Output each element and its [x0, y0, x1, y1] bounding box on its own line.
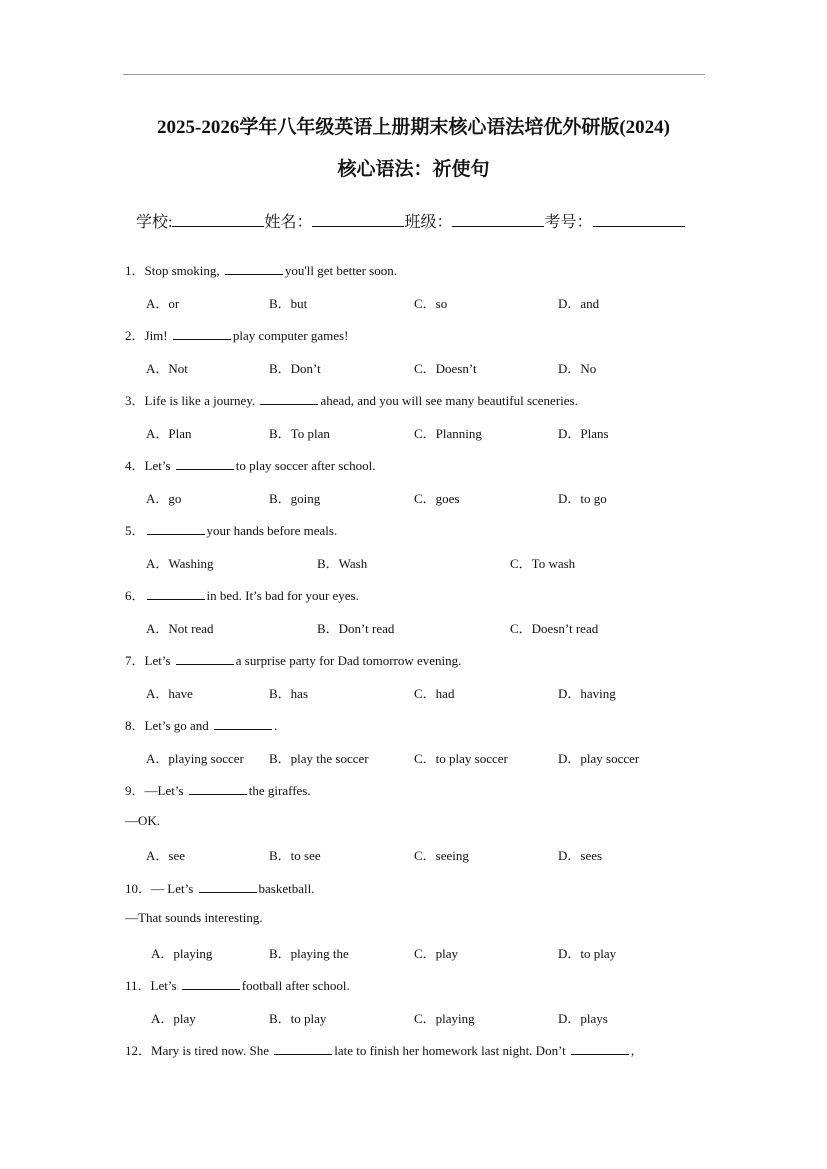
- option-d[interactable]: D．to go: [558, 491, 607, 506]
- exam-number-field[interactable]: [593, 212, 685, 227]
- header-rule: [123, 74, 705, 75]
- answer-blank[interactable]: [189, 783, 247, 795]
- exam-number-label: 考号：: [544, 214, 593, 231]
- option-a[interactable]: A．Not read: [146, 621, 214, 636]
- question-6: 6． in bed. It’s bad for your eyes.: [125, 588, 359, 603]
- question-1: 1．Stop smoking, you'll get better soon.: [125, 263, 397, 278]
- option-d[interactable]: D．No: [558, 361, 597, 376]
- answer-blank[interactable]: [173, 328, 231, 340]
- option-b[interactable]: B．play the soccer: [269, 751, 369, 766]
- option-a[interactable]: A．Not: [146, 361, 188, 376]
- answer-blank[interactable]: [176, 653, 234, 665]
- option-a[interactable]: A．see: [146, 848, 185, 863]
- option-c[interactable]: C．Doesn’t: [414, 361, 477, 376]
- option-b[interactable]: B．going: [269, 491, 321, 506]
- question-8: 8．Let’s go and .: [125, 718, 278, 733]
- question-5: 5． your hands before meals.: [125, 523, 338, 538]
- option-b[interactable]: B．to see: [269, 848, 321, 863]
- option-b[interactable]: B．has: [269, 686, 309, 701]
- option-d[interactable]: D．Plans: [558, 426, 609, 441]
- question-3: 3．Life is like a journey. ahead, and you will see many beautiful sceneries.: [125, 393, 578, 408]
- student-info-line: [136, 209, 685, 232]
- option-a[interactable]: A．playing soccer: [146, 751, 244, 766]
- question-4: 4．Let’s to play soccer after school.: [125, 458, 376, 473]
- option-a[interactable]: A．play: [151, 1011, 196, 1026]
- name-field[interactable]: [312, 212, 404, 227]
- option-c[interactable]: C．To wash: [510, 556, 576, 571]
- option-b[interactable]: B．playing the: [269, 946, 349, 961]
- dialogue-reply: —That sounds interesting.: [125, 910, 263, 925]
- option-c[interactable]: C．Doesn’t read: [510, 621, 599, 636]
- option-a[interactable]: A．go: [146, 491, 182, 506]
- option-d[interactable]: D．play soccer: [558, 751, 640, 766]
- option-c[interactable]: C．goes: [414, 491, 460, 506]
- class-label: 班级：: [404, 214, 453, 231]
- school-field[interactable]: [172, 212, 264, 227]
- option-d[interactable]: D．plays: [558, 1011, 608, 1026]
- option-c[interactable]: C．Planning: [414, 426, 482, 441]
- answer-blank[interactable]: [225, 263, 283, 275]
- option-d[interactable]: D．to play: [558, 946, 617, 961]
- question-9: 9．—Let’s the giraffes.: [125, 783, 311, 798]
- option-b[interactable]: B．Wash: [317, 556, 368, 571]
- answer-blank[interactable]: [199, 881, 257, 893]
- answer-blank[interactable]: [260, 393, 318, 405]
- option-b[interactable]: B．Don’t read: [317, 621, 395, 636]
- class-field[interactable]: [452, 212, 544, 227]
- answer-blank[interactable]: [571, 1043, 629, 1055]
- question-10: 10．— Let’s basketball.: [125, 881, 315, 896]
- option-c[interactable]: C．had: [414, 686, 455, 701]
- name-label: 姓名：: [264, 214, 313, 231]
- option-a[interactable]: A．Washing: [146, 556, 214, 571]
- option-a[interactable]: A．playing: [151, 946, 213, 961]
- option-b[interactable]: B．to play: [269, 1011, 327, 1026]
- option-a[interactable]: A．have: [146, 686, 193, 701]
- option-c[interactable]: C．playing: [414, 1011, 475, 1026]
- question-7: 7．Let’s a surprise party for Dad tomorrow evening.: [125, 653, 462, 668]
- school-label: 学校:: [136, 214, 173, 231]
- question-11: 11．Let’s football after school.: [125, 978, 350, 993]
- option-c[interactable]: C．seeing: [414, 848, 469, 863]
- option-d[interactable]: D．having: [558, 686, 616, 701]
- dialogue-reply: —OK.: [125, 813, 161, 828]
- answer-blank[interactable]: [182, 978, 240, 990]
- option-c[interactable]: C．play: [414, 946, 459, 961]
- option-a[interactable]: A．Plan: [146, 426, 192, 441]
- question-2: 2．Jim! play computer games!: [125, 328, 349, 343]
- answer-blank[interactable]: [147, 588, 205, 600]
- page-subtitle: 核心语法：祈使句: [337, 159, 490, 180]
- option-c[interactable]: C．so: [414, 296, 448, 311]
- option-b[interactable]: B．Don’t: [269, 361, 321, 376]
- answer-blank[interactable]: [274, 1043, 332, 1055]
- option-b[interactable]: B．but: [269, 296, 308, 311]
- option-a[interactable]: A．or: [146, 296, 180, 311]
- option-d[interactable]: D．and: [558, 296, 600, 311]
- option-b[interactable]: B．To plan: [269, 426, 330, 441]
- option-d[interactable]: D．sees: [558, 848, 603, 863]
- option-c[interactable]: C．to play soccer: [414, 751, 508, 766]
- answer-blank[interactable]: [214, 718, 272, 730]
- answer-blank[interactable]: [176, 458, 234, 470]
- answer-blank[interactable]: [147, 523, 205, 535]
- question-12: 12．Mary is tired now. She late to finish her homework last night. Don’t ,: [125, 1043, 635, 1058]
- page-title: 2025-2026学年八年级英语上册期末核心语法培优外研版(2024): [157, 117, 670, 138]
